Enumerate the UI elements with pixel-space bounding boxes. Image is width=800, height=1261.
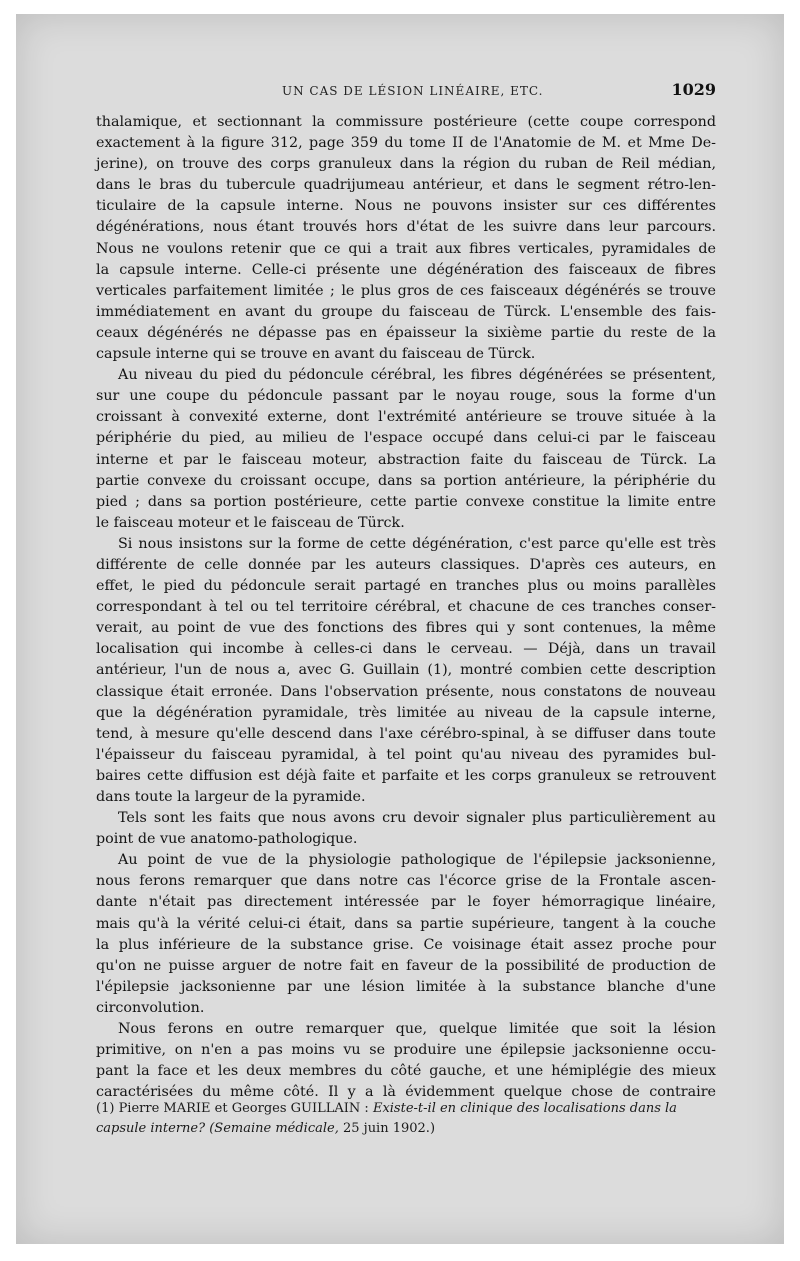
text-line: circonvolution. (96, 999, 205, 1016)
page-number: 1029 (671, 80, 716, 99)
text-line: ceaux dégénérés ne dépasse pas en épaisseur la sixième partie du reste de la (96, 324, 716, 341)
text-line: capsule interne qui se trouve en avant du faisceau de Türck. (96, 346, 536, 363)
text-line: l'épilepsie jacksonienne par une lésion limitée à la substance blanche d'une (96, 978, 716, 995)
text-line: sur une coupe du pédoncule passant par le noyau rouge, sous la forme d'un (96, 388, 716, 405)
text-line: le faisceau moteur et le faisceau de Türck. (96, 514, 405, 531)
text-line: nous ferons remarquer que dans notre cas l'écorce grise de la Frontale ascen- (96, 873, 716, 890)
text-line: primitive, on n'en a pas moins vu se produire une épilepsie jacksonienne occu- (96, 1042, 716, 1059)
text-line: périphérie du pied, au milieu de l'espace occupé dans celui-ci par le faisceau (96, 430, 716, 447)
footnote-title: Existe-t-il en clinique des localisations dans la capsule interne? (96, 1101, 677, 1136)
text-line: ticulaire de la capsule interne. Nous ne pouvons insister sur ces différentes (96, 198, 716, 215)
footnote (96, 1099, 716, 1139)
text-line: caractérisées du même côté. Il y a là évidemment quelque chose de contraire (96, 1084, 716, 1101)
text-line: classique était erronée. Dans l'observation présente, nous constatons de nouveau (96, 683, 716, 700)
text-line: verait, au point de vue des fonctions des fibres qui y sont contenues, la même (96, 620, 716, 637)
text-line: Au niveau du pied du pédoncule cérébral, les fibres dégénérées se présentent, (118, 367, 716, 384)
running-title: UN CAS DE LÉSION LINÉAIRE, ETC. (282, 84, 544, 98)
text-line: qu'on ne puisse arguer de notre fait en faveur de la possibilité de production de (96, 957, 716, 974)
text-line: pied ; dans sa portion postérieure, cette partie convexe constitue la limite entre (96, 493, 716, 510)
text-line: la capsule interne. Celle-ci présente une dégénération des faisceaux de fibres (96, 261, 716, 278)
body-text (96, 112, 716, 1103)
text-line: jerine), on trouve des corps granuleux dans la région du ruban de Reil médian, (96, 156, 716, 173)
text-line: Nous ne voulons retenir que ce qui a trait aux fibres verticales, pyramidales de (96, 240, 716, 257)
text-line: pant la face et les deux membres du côté gauche, et une hémiplégie des mieux (96, 1063, 716, 1080)
text-line: immédiatement en avant du groupe du faisceau de Türck. L'ensemble des fais- (96, 303, 716, 320)
footnote-authors: Pierre MARIE et Georges GUILLAIN : (118, 1101, 369, 1116)
text-line: Si nous insistons sur la forme de cette dégénération, c'est parce qu'elle est très (118, 535, 716, 552)
text-line: tend, à mesure qu'elle descend dans l'axe cérébro-spinal, à se diffuser dans toute (96, 725, 716, 742)
text-line: verticales parfaitement limitée ; le plus gros de ces faisceaux dégénérés se trouve (96, 282, 716, 299)
text-line: Au point de vue de la physiologie pathologique de l'épilepsie jacksonienne, (118, 852, 716, 869)
text-line: dans toute la largeur de la pyramide. (96, 789, 366, 805)
text-line: interne et par le faisceau moteur, abstraction faite du faisceau de Türck. La (96, 451, 716, 468)
text-line: différente de celle donnée par les auteurs classiques. D'après ces auteurs, en (96, 556, 716, 573)
text-line: dante n'était pas directement intéressée par le foyer hémorragique linéaire, (96, 894, 716, 911)
text-line: effet, le pied du pédoncule serait partagé en tranches plus ou moins parallèles (96, 578, 716, 595)
text-line: croissant à convexité externe, dont l'extrémité antérieure se trouve située à la (96, 409, 716, 426)
page-header (96, 80, 716, 104)
text-line: antérieur, l'un de nous a, avec G. Guillain (1), montré combien cette description (96, 662, 716, 679)
text-line: que la dégénération pyramidale, très limitée au niveau de la capsule interne, (96, 704, 716, 721)
text-line: partie convexe du croissant occupe, dans sa portion antérieure, la périphérie du (96, 472, 716, 489)
text-line: localisation qui incombe à celles-ci dans le cerveau. — Déjà, dans un travail (96, 641, 716, 658)
text-line: thalamique, et sectionnant la commissure postérieure (cette coupe correspond (96, 114, 716, 130)
text-line: Tels sont les faits que nous avons cru devoir signaler plus particulièrement au (118, 810, 716, 827)
footnote-marker: (1) (96, 1101, 115, 1116)
text-line: Nous ferons en outre remarquer que, quelque limitée que soit la lésion (118, 1021, 716, 1038)
text-line: dans le bras du tubercule quadrijumeau antérieur, et dans le segment rétro-len- (96, 177, 716, 194)
text-line: baires cette diffusion est déjà faite et parfaite et les corps granuleux se retrouvent (96, 767, 716, 784)
text-line: correspondant à tel ou tel territoire cérébral, et chacune de ces tranches conser- (96, 599, 716, 616)
text-line: dégénérations, nous étant trouvés hors d'état de les suivre dans leur parcours. (96, 219, 716, 236)
footnote-source: (Semaine médicale, (209, 1121, 339, 1136)
text-line: l'épaisseur du faisceau pyramidal, à tel point qu'au niveau des pyramides bul- (96, 746, 716, 763)
text-line: exactement à la figure 312, page 359 du tome II de l'Anatomie de M. et Mme De- (96, 135, 716, 152)
footnote-date: 25 juin 1902.) (342, 1121, 436, 1136)
text-line: la plus inférieure de la substance grise. Ce voisinage était assez proche pour (96, 936, 716, 953)
text-line: point de vue anatomo-pathologique. (96, 831, 358, 848)
text-line: mais qu'à la vérité celui-ci était, dans sa partie supérieure, tangent à la couche (96, 915, 716, 932)
